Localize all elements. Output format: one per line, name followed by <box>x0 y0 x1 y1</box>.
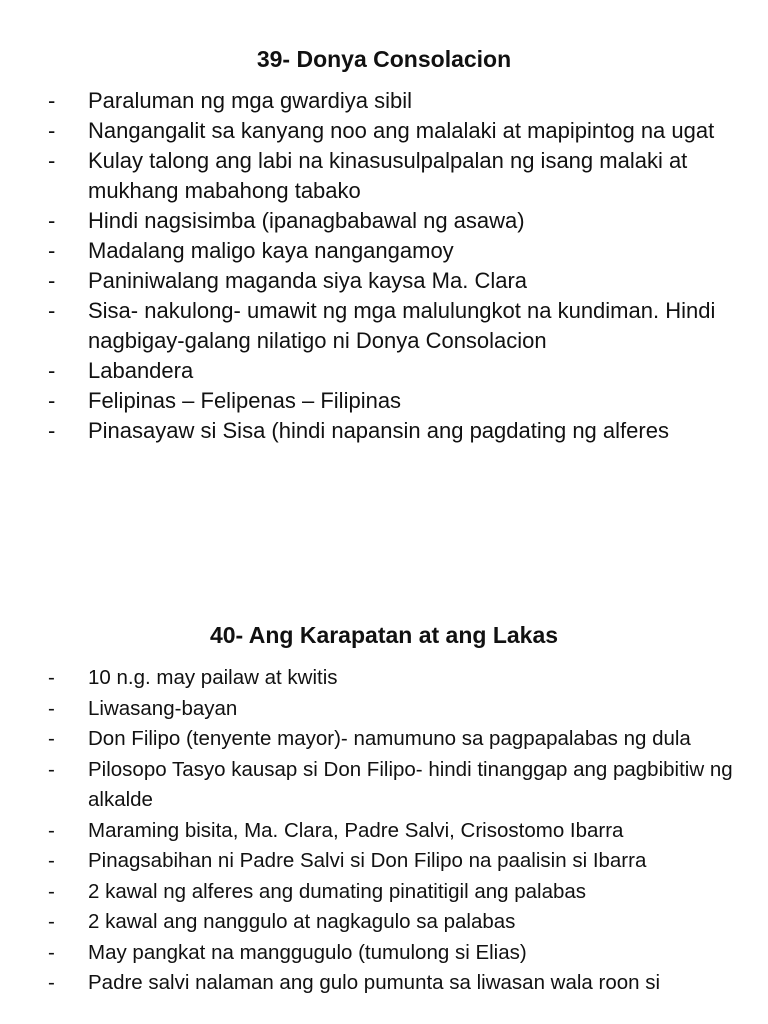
list-item-text: Madalang maligo kaya nangangamoy <box>88 238 454 263</box>
list-item <box>0 846 768 877</box>
bullet-dash: - <box>48 971 55 994</box>
bullet-dash: - <box>48 879 55 903</box>
bullet-dash: - <box>48 910 55 933</box>
list-item-text: 2 kawal ng alferes ang dumating pinatitigil ang palabas <box>88 879 587 903</box>
list-item <box>0 938 768 969</box>
list-item <box>0 116 768 146</box>
list-item-text: Paraluman ng mga gwardiya sibil <box>88 88 413 113</box>
list-item <box>0 266 768 296</box>
list-item-text: Labandera <box>88 358 194 383</box>
list-item <box>0 816 768 847</box>
bullet-dash: - <box>48 818 55 842</box>
list-item-text: Hindi nagsisimba (ipanagbabawal ng asawa) <box>88 208 525 233</box>
list-item <box>0 236 768 266</box>
list-item-text: Pinasayaw si Sisa (hindi napansin ang pagdating ng alferes <box>88 418 669 443</box>
bullet-dash: - <box>48 696 55 720</box>
list-item-text: Padre salvi nalaman ang gulo pumunta sa liwasan wala roon si <box>88 971 661 994</box>
list-item-text: Felipinas – Felipenas – Filipinas <box>88 388 402 413</box>
list-item <box>0 907 768 938</box>
list-item-text: Maraming bisita, Ma. Clara, Padre Salvi, Crisostomo Ibarra <box>88 818 624 842</box>
list-item <box>0 724 768 755</box>
bullet-dash: - <box>48 148 56 173</box>
bullet-dash: - <box>48 727 55 750</box>
list-item-text: May pangkat na manggugulo (tumulong si Elias) <box>88 940 527 964</box>
list-item-text: 2 kawal ang nanggulo at nagkagulo sa palabas <box>88 910 516 933</box>
list-item-text: Liwasang-bayan <box>88 696 238 720</box>
section-40-bullet-list <box>0 663 768 999</box>
section-39-bullet-list <box>0 86 768 446</box>
list-item-text: 10 n.g. may pailaw at kwitis <box>88 666 338 689</box>
list-item-text: Sisa- nakulong- umawit ng mga malulungkot na kundiman. Hindi nagbigay-galang nilatigo ni Donya Consolacion <box>88 298 716 353</box>
bullet-dash: - <box>48 757 55 781</box>
list-item-text: Kulay talong ang labi na kinasusulpalpalan ng isang malaki at mukhang mabahong tabako <box>88 148 688 203</box>
bullet-dash: - <box>48 358 56 383</box>
list-item <box>0 968 768 999</box>
list-item <box>0 416 768 446</box>
section-39-title: 39- Donya Consolacion <box>256 46 512 72</box>
bullet-dash: - <box>48 208 56 233</box>
list-item <box>0 146 768 206</box>
section-40-title: 40- Ang Karapatan at ang Lakas <box>209 622 559 648</box>
bullet-dash: - <box>48 118 56 143</box>
bullet-dash: - <box>48 849 55 872</box>
list-item-text: Pinagsabihan ni Padre Salvi si Don Filipo na paalisin si Ibarra <box>88 849 647 872</box>
list-item <box>0 86 768 116</box>
bullet-dash: - <box>48 666 55 689</box>
bullet-dash: - <box>48 388 56 413</box>
list-item <box>0 386 768 416</box>
list-item <box>0 755 768 816</box>
bullet-dash: - <box>48 238 56 263</box>
bullet-dash: - <box>48 418 56 443</box>
bullet-dash: - <box>48 88 56 113</box>
list-item <box>0 206 768 236</box>
list-item <box>0 694 768 725</box>
bullet-dash: - <box>48 940 55 964</box>
list-item-text: Don Filipo (tenyente mayor)- namumuno sa pagpapalabas ng dula <box>88 727 691 750</box>
list-item <box>0 296 768 356</box>
list-item-text: Pilosopo Tasyo kausap si Don Filipo- hindi tinanggap ang pagbibitiw ng alkalde <box>88 757 733 811</box>
list-item <box>0 356 768 386</box>
list-item-text: Paniniwalang maganda siya kaysa Ma. Clara <box>88 268 528 293</box>
bullet-dash: - <box>48 298 56 323</box>
list-item-text: Nangangalit sa kanyang noo ang malalaki at mapipintog na ugat <box>88 118 715 143</box>
list-item <box>0 877 768 908</box>
bullet-dash: - <box>48 268 56 293</box>
list-item <box>0 663 768 694</box>
